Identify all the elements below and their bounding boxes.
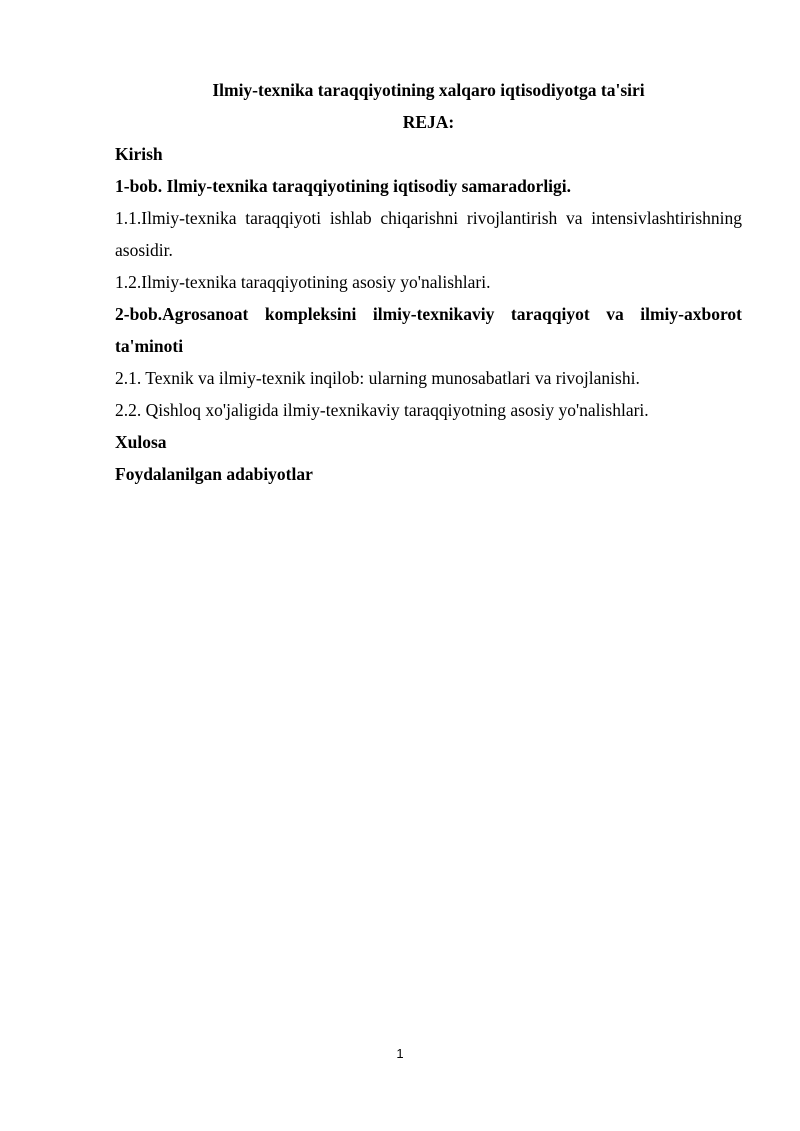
toc-item-section-1-1: 1.1.Ilmiy-texnika taraqqiyoti ishlab chiqarishni rivojlantirish va intensivlashtirishning asosidir. [115,208,742,260]
document-content [115,74,742,490]
toc-item-chapter-2: 2-bob.Agrosanoat kompleksini ilmiy-texnikaviy taraqqiyot va ilmiy-axborot ta'minoti [115,304,742,356]
toc-item-section-2-1: 2.1. Texnik va ilmiy-texnik inqilob: ularning munosabatlari va rivojlanishi. [115,368,640,388]
toc-item-section-1-2: 1.2.Ilmiy-texnika taraqqiyotining asosiy yo'nalishlari. [115,272,491,292]
page-number: 1 [396,1046,404,1061]
toc-item-section-2-2: 2.2. Qishloq xo'jaligida ilmiy-texnikaviy taraqqiyotning asosiy yo'nalishlari. [115,400,649,420]
plan-heading: REJA: [402,112,455,132]
toc-item-chapter-1: 1-bob. Ilmiy-texnika taraqqiyotining iqtisodiy samaradorligi. [115,176,572,196]
document-title: Ilmiy-texnika taraqqiyotining xalqaro iqtisodiyotga ta'siri [212,80,645,100]
toc-item-conclusion: Xulosa [115,432,167,452]
toc-item-introduction: Kirish [115,144,163,164]
toc-item-references: Foydalanilgan adabiyotlar [115,464,313,484]
